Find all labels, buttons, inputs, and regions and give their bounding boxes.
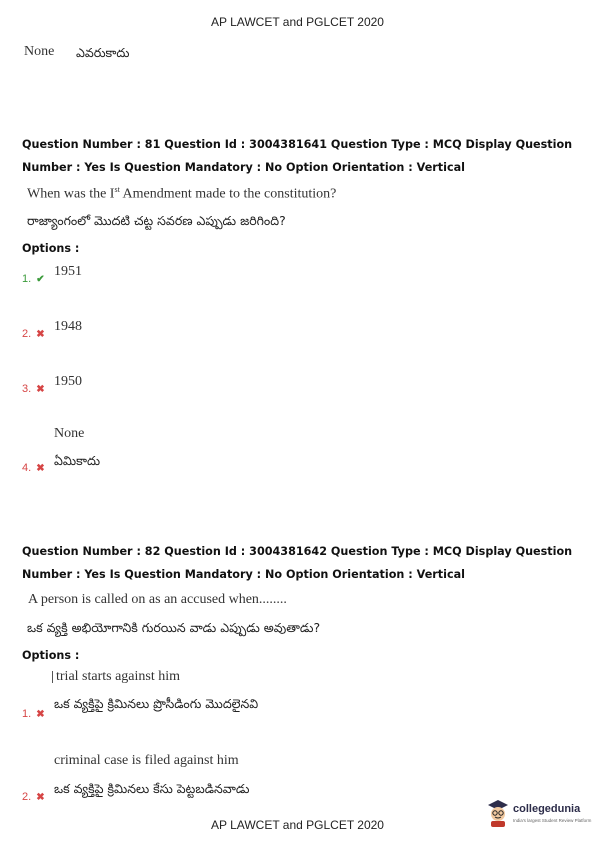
option-number: 3. — [22, 383, 32, 395]
q82-meta — [22, 540, 582, 586]
q82-option-2-number — [22, 791, 45, 803]
q81-meta-line2: Number : Yes Is Question Mandatory : No Option Orientation : Vertical — [22, 161, 466, 174]
text-cursor-mark — [52, 671, 53, 683]
q81-question-en-pre: When was the I — [27, 186, 115, 202]
prev-option-none-te: ఎవరుకాదు — [76, 45, 130, 60]
page-footer: AP LAWCET and PGLCET 2020 — [211, 818, 384, 832]
q81-option-1-text: 1951 — [54, 264, 82, 279]
q82-option-1-number — [22, 708, 45, 720]
q82-options-label: Options : — [22, 649, 80, 662]
q81-meta — [22, 133, 582, 179]
cross-icon: ✖ — [36, 329, 45, 340]
q81-meta-line1: Question Number : 81 Question Id : 3004381641 Question Type : MCQ Display Question — [22, 138, 573, 151]
option-number: 1. — [22, 708, 32, 720]
q81-option-4-text-en: None — [54, 426, 85, 441]
cross-icon: ✖ — [36, 463, 45, 474]
q82-meta-line2: Number : Yes Is Question Mandatory : No Option Orientation : Vertical — [22, 568, 466, 581]
q82-option-2-text-te: ఒక వ్యక్తిపై క్రిమినలు కేసు పెట్టబడినవాడు — [54, 781, 250, 796]
cross-icon: ✖ — [36, 384, 45, 395]
prev-option-none-en: None — [24, 44, 55, 59]
q81-question-te: రాజ్యాంగంలో మొదటి చట్ట సవరణ ఎప్పుడు జరిగింది? — [27, 213, 286, 228]
q82-option-1-text-te: ఒక వ్యక్తిపై క్రిమినలు ప్రొసీడింగు మొదలైనవి — [54, 696, 259, 711]
q81-option-2-text: 1948 — [54, 319, 82, 334]
cross-icon: ✖ — [36, 709, 45, 720]
brand-name: collegedunia — [513, 803, 581, 815]
q81-option-3-number — [22, 383, 45, 395]
brand-tagline: India's largest Student Review Platform — [513, 818, 592, 823]
q82-meta-line1: Question Number : 82 Question Id : 3004381642 Question Type : MCQ Display Question — [22, 545, 573, 558]
option-number: 4. — [22, 462, 32, 474]
cross-icon: ✖ — [36, 792, 45, 803]
q82-question-te: ఒక వ్యక్తి అభియోగానికి గురయిన వాడు ఎప్పుడు అవుతాడు? — [27, 620, 321, 635]
option-number: 2. — [22, 328, 32, 340]
option-number: 2. — [22, 791, 32, 803]
q81-option-4-text-te: ఏమికాదు — [54, 453, 101, 468]
option-number: 1. — [22, 273, 32, 285]
q81-question-en — [27, 185, 336, 203]
q81-options-label: Options : — [22, 242, 80, 255]
q82-option-2-text-en: criminal case is filed against him — [54, 753, 239, 768]
q82-option-1-text-en: trial starts against him — [56, 669, 181, 684]
q81-question-en-sup: st — [114, 185, 120, 194]
q82-question-en: A person is called on as an accused when........ — [28, 592, 287, 607]
q81-option-3-text: 1950 — [54, 374, 82, 389]
q81-question-en-post: Amendment made to the constitution? — [119, 186, 337, 202]
q81-option-4-number — [22, 462, 45, 474]
page-header: AP LAWCET and PGLCET 2020 — [211, 15, 384, 29]
q81-option-2-number — [22, 328, 45, 340]
check-icon: ✔ — [36, 274, 45, 285]
q81-option-1-number — [22, 273, 45, 285]
